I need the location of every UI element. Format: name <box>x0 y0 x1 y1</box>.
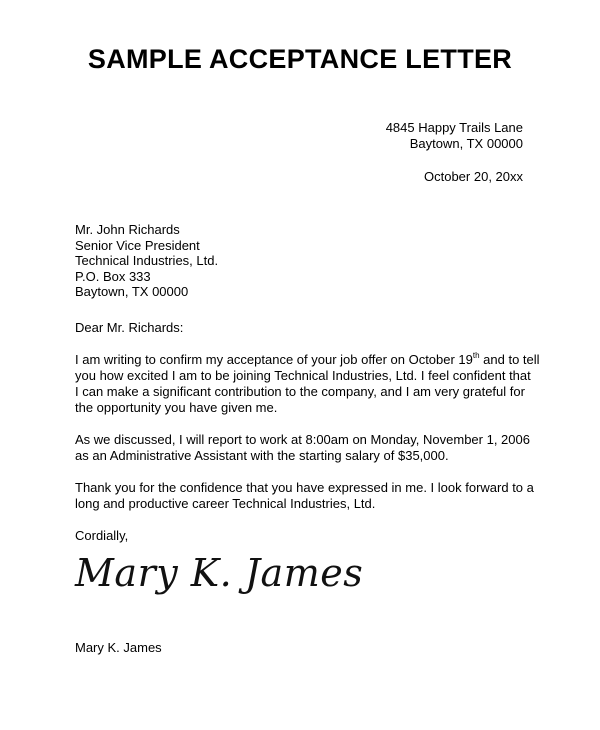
recipient-company: Technical Industries, Ltd. <box>75 253 219 268</box>
printed-name: Mary K. James <box>75 640 162 655</box>
paragraph-line: long and productive career Technical Industries, Ltd. <box>75 496 376 511</box>
paragraph-text: I am writing to confirm my acceptance of your job offer on October 19 <box>75 352 473 367</box>
paragraph-line: as an Administrative Assistant with the starting salary of $35,000. <box>75 448 449 463</box>
sender-city-state-zip: Baytown, TX 00000 <box>409 136 523 151</box>
paragraph-line: I can make a significant contribution to the company, and I am very grateful for <box>75 384 525 399</box>
paragraph-acceptance <box>75 351 540 416</box>
recipient-address-block <box>75 222 218 300</box>
recipient-city-state-zip: Baytown, TX 00000 <box>75 284 189 299</box>
salutation: Dear Mr. Richards: <box>75 320 184 335</box>
recipient-name: Mr. John Richards <box>75 222 180 237</box>
letter-date: October 20, 20xx <box>424 169 523 184</box>
sender-address-block <box>386 120 523 185</box>
paragraph-thanks <box>75 480 535 512</box>
sender-street: 4845 Happy Trails Lane <box>385 120 523 135</box>
ordinal-suffix: th <box>472 351 480 360</box>
handwritten-signature: Mary K. James <box>75 551 364 595</box>
paragraph-text: and to tell <box>479 352 540 367</box>
closing: Cordially, <box>75 528 129 543</box>
paragraph-line: Thank you for the confidence that you have expressed in me. I look forward to a <box>75 480 534 495</box>
letter-title: SAMPLE ACCEPTANCE LETTER <box>87 44 513 74</box>
paragraph-line: you how excited I am to be joining Technical Industries, Ltd. I feel confident that <box>75 368 531 383</box>
letter-body <box>75 320 540 560</box>
recipient-po-box: P.O. Box 333 <box>75 268 151 284</box>
paragraph-start-details <box>75 432 535 464</box>
recipient-job-title: Senior Vice President <box>75 237 200 253</box>
paragraph-line: the opportunity you have given me. <box>75 400 278 415</box>
paragraph-line: As we discussed, I will report to work at 8:00am on Monday, November 1, 2006 <box>75 432 530 447</box>
paragraph-line <box>75 351 540 368</box>
